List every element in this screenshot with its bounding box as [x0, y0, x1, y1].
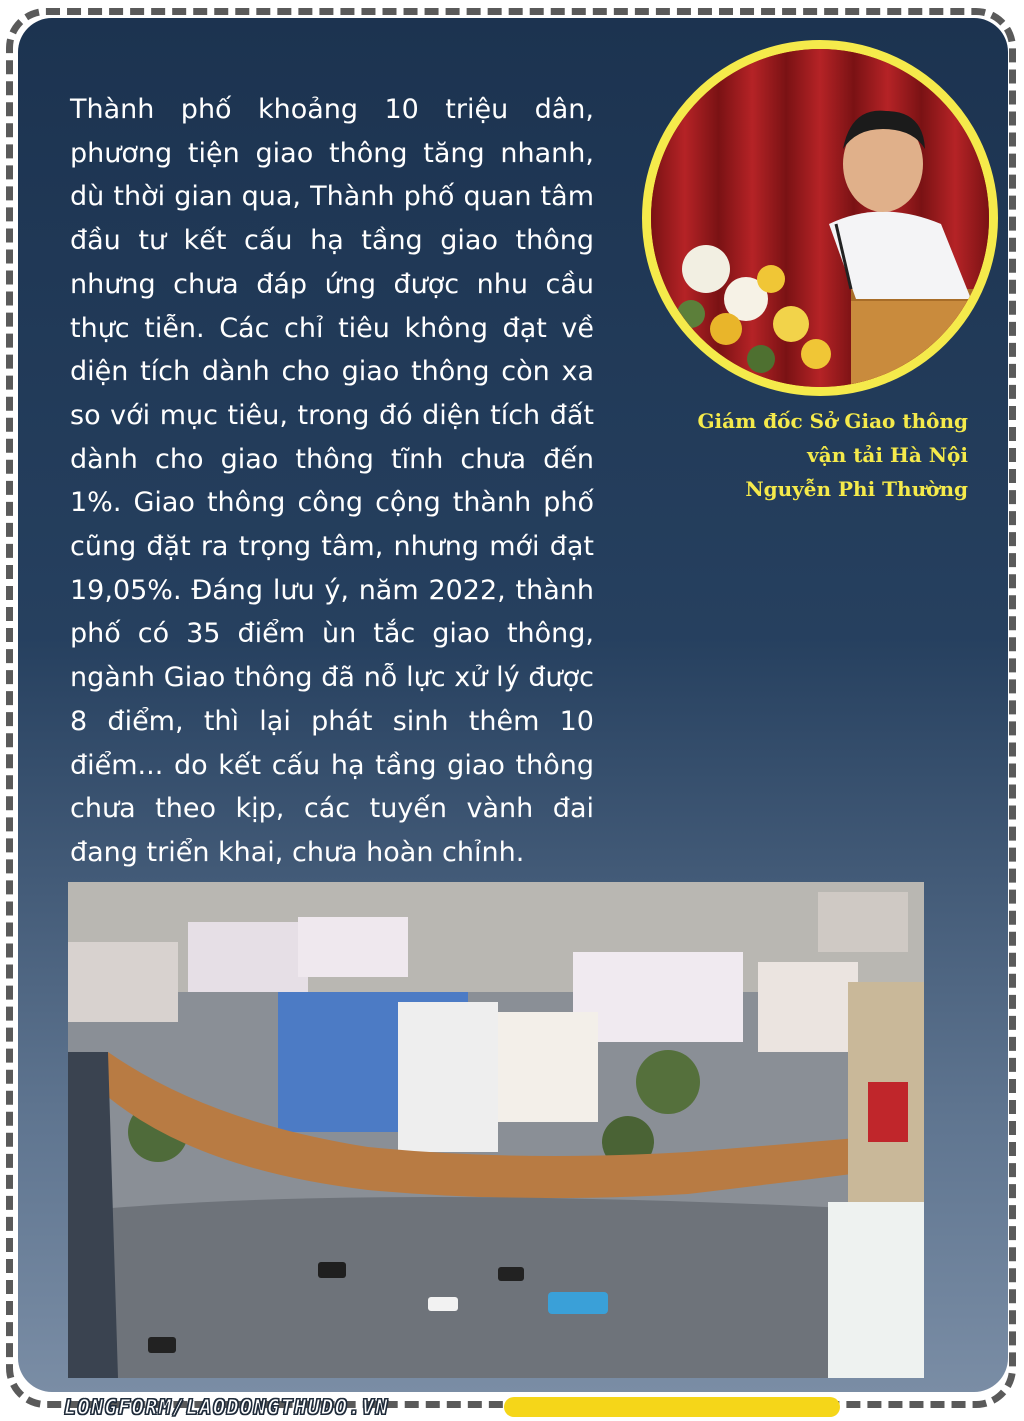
caption-organization: vận tải Hà Nội: [807, 443, 968, 467]
footer-accent-bar: [504, 1397, 840, 1417]
portrait-caption: [608, 404, 968, 506]
footer: [64, 1393, 389, 1421]
caption-person-name: Nguyễn Phi Thường: [745, 477, 968, 501]
caption-title: Giám đốc Sở Giao thông: [697, 409, 968, 433]
article-paragraph: Thành phố khoảng 10 triệu dân, phương tiện giao thông tăng nhanh, dù thời gian qua, Thành phố quan tâm đầu tư kết cấu hạ tầng giao thông nhưng chưa đáp ứng được nhu cầu thực tiễn. Các chỉ tiêu không đạt về diện tích dành cho giao thông còn xa so với mục tiêu, trong đó diện tích đất dành cho giao thông tĩnh chưa đến 1%. Giao thông công cộng thành phố cũng đặt ra trọng tâm, nhưng mới đạt 19,05%. Đáng lưu ý, năm 2022, thành phố có 35 điểm ùn tắc giao thông, ngành Giao thông đã nỗ lực xử lý được 8 điểm, thì lại phát sinh thêm 10 điểm... do kết cấu hạ tầng giao thông chưa theo kịp, các tuyến vành đai đang triển khai, chưa hoàn chỉnh.: [70, 94, 594, 868]
content-panel: [18, 18, 1008, 1392]
city-aerial-photo: [68, 882, 924, 1378]
portrait-photo: [642, 40, 998, 396]
footer-source-text: LONGFORM/LAODONGTHUDO.VN: [64, 1395, 389, 1419]
